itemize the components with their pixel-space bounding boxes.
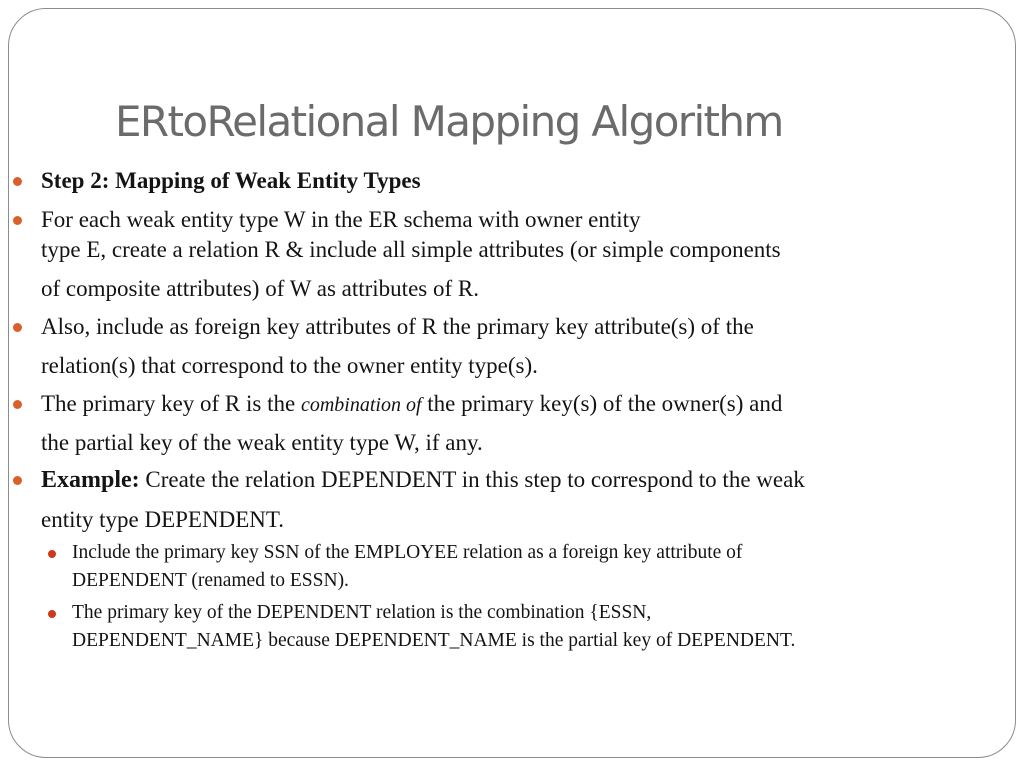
bullet-line: the partial key of the weak entity type W, if any. [41, 430, 483, 455]
bullet-dot [13, 476, 22, 485]
bullet-dot [13, 400, 22, 409]
sub-bullet-dot [48, 610, 56, 618]
bullet-line-primary-key [41, 389, 782, 420]
bullet-line: Also, include as foreign key attributes of R the primary key attribute(s) of the [41, 314, 754, 339]
bullet-line: For each weak entity type W in the ER schema with owner entity [41, 207, 641, 232]
slide-frame [8, 8, 1016, 758]
bullet-step-heading: Step 2: Mapping of Weak Entity Types [41, 168, 421, 193]
sub-bullet-line: Include the primary key SSN of the EMPLOYEE relation as a foreign key attribute of [72, 542, 743, 563]
bullet-line: relation(s) that correspond to the owner entity type(s). [41, 353, 538, 378]
italic-phrase: combination of [300, 394, 422, 416]
sub-bullet-dot [48, 550, 56, 558]
sub-bullet-line: DEPENDENT (renamed to ESSN). [72, 570, 349, 591]
bullet-line: entity type DEPENDENT. [41, 507, 284, 532]
sub-bullet-line: The primary key of the DEPENDENT relation is the combination {ESSN, [72, 602, 652, 623]
bullet-line: type E, create a relation R & include all simple attributes (or simple components [41, 237, 781, 262]
text-run: The primary key of R is the [41, 391, 301, 416]
bullet-dot [13, 177, 22, 186]
text-run: the primary key(s) of the owner(s) and [421, 391, 783, 416]
bullet-dot [13, 323, 22, 332]
example-label: Example: [41, 467, 140, 493]
text-run: Create the relation DEPENDENT in this step to correspond to the weak [139, 467, 805, 492]
bullet-line-example [41, 465, 805, 495]
slide-title: ERtoRelational Mapping Algorithm [115, 97, 783, 146]
bullet-dot [13, 216, 22, 225]
bullet-line: of composite attributes) of W as attributes of R. [41, 276, 479, 301]
sub-bullet-line: DEPENDENT_NAME} because DEPENDENT_NAME is the partial key of DEPENDENT. [72, 630, 796, 651]
